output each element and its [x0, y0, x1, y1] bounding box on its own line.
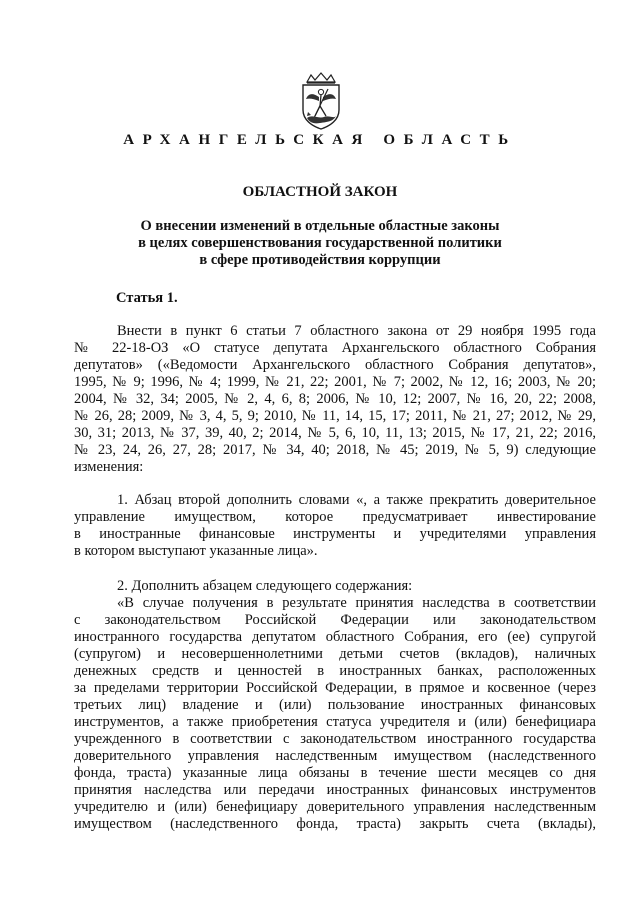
text-line: учредителю и (или) бенефициару доверительного управления наследственным	[74, 799, 596, 815]
text-line: с законодательством Российской Федерации или законодательством	[74, 612, 596, 628]
law-title	[0, 218, 640, 269]
law-title-line: О внесении изменений в отдельные областные законы	[140, 218, 500, 234]
coat-of-arms-icon	[298, 72, 344, 130]
region-heading: АРХАНГЕЛЬСКАЯ ОБЛАСТЬ	[123, 132, 517, 148]
text-line: № 23, 24, 26, 27, 28; 2017, № 34, 40; 2018, № 45; 2019, № 5, 9) следующие	[74, 442, 596, 458]
text-line: иностранного государства депутатом областного Собрания, его (ее) супругой	[74, 629, 596, 645]
article-heading: Статья 1.	[116, 290, 178, 306]
text-line: денежных средств и ценностей в иностранных банках, расположенных	[74, 663, 596, 679]
text-line: 2. Дополнить абзацем следующего содержания:	[117, 578, 413, 594]
text-line: 2004, № 32, 34; 2005, № 2, 4, 6, 8; 2006, № 10, 12; 2007, № 16, 20, 22; 2008,	[74, 391, 596, 407]
paragraph-amendment-intro	[74, 323, 596, 476]
text-line: изменения:	[74, 459, 144, 475]
law-title-line: в целях совершенствования государственной политики	[138, 235, 502, 251]
text-line: 30, 31; 2013, № 37, 39, 40, 2; 2014, № 5, 6, 10, 11, 13; 2015, № 17, 21, 22; 2016,	[74, 425, 596, 441]
text-line: «В случае получения в результате принятия наследства в соответствии	[117, 595, 596, 611]
text-line: № 22-18-ОЗ «О статусе депутата Архангельского областного Собрания	[74, 340, 596, 356]
text-line: в котором выступают указанные лица».	[74, 543, 318, 559]
paragraph-item-1	[74, 492, 596, 560]
text-line: имуществом (наследственного фонда, траста) закрыть счета (вклады),	[74, 816, 596, 832]
text-line: 1995, № 9; 1996, № 4; 1999, № 21, 22; 2001, № 7; 2002, № 12, 16; 2003, № 20;	[74, 374, 596, 390]
text-line: инструментов, а также приобретения статуса учредителя и (или) бенефициара	[74, 714, 596, 730]
text-line: в иностранные финансовые инструменты и учредителями управления	[74, 526, 596, 542]
text-line: № 26, 28; 2009, № 3, 4, 5, 9; 2010, № 11, 14, 15, 17; 2011, № 21, 27; 2012, № 29,	[74, 408, 596, 424]
text-line: Внести в пункт 6 статьи 7 областного закона от 29 ноября 1995 года	[117, 323, 596, 339]
text-line: третьих лиц) владение и (или) пользование иностранных финансовых	[74, 697, 596, 713]
text-line: принятия наследства или передачи иностранных финансовых инструментов	[74, 782, 596, 798]
text-line: управление имуществом, которое предусматривает инвестирование	[74, 509, 596, 525]
text-line: фонда, траста) указанные лица обязаны в течение шести месяцев со дня	[74, 765, 596, 781]
text-line: 1. Абзац второй дополнить словами «, а также прекратить доверительное	[117, 492, 596, 508]
law-type-heading: ОБЛАСТНОЙ ЗАКОН	[242, 184, 398, 200]
text-line: за пределами территории Российской Федерации, в прямое и косвенное (через	[74, 680, 596, 696]
law-title-line: в сфере противодействия коррупции	[199, 252, 441, 268]
text-line: депутатов» («Ведомости Архангельского областного Собрания депутатов»,	[74, 357, 596, 373]
text-line: (супругом) и несовершеннолетними детьми счетов (вкладов), наличных	[74, 646, 596, 662]
text-line: учрежденного в соответствии с законодательством иностранного государства	[74, 731, 596, 747]
text-line: доверительного управления наследственным имуществом (наследственного	[74, 748, 596, 764]
paragraph-item-2	[74, 578, 596, 833]
